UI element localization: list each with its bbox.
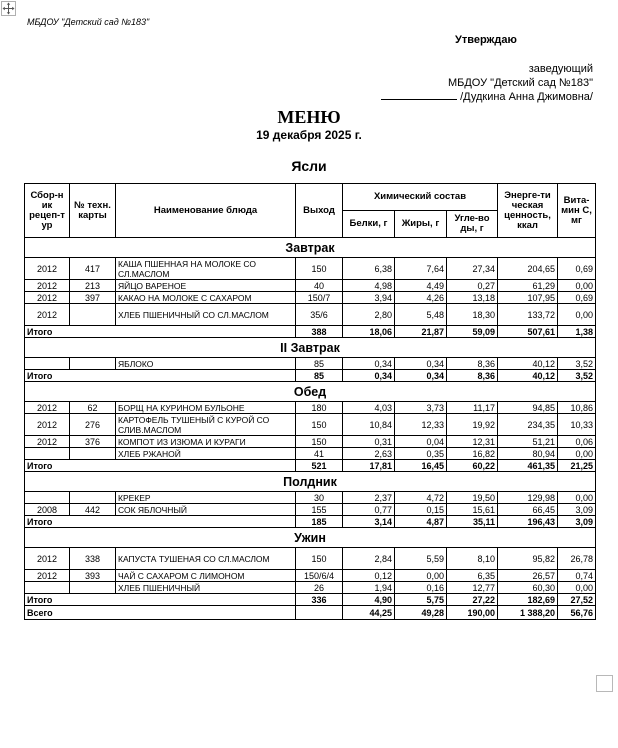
protein-cell: 6,38	[343, 258, 395, 280]
vitamin-cell: 3,52	[558, 358, 596, 370]
table-row	[25, 258, 596, 280]
header-carbs: Угле-во ды, г	[447, 211, 498, 238]
subtotal-fat: 0,34	[395, 370, 447, 382]
vitamin-cell: 0,00	[558, 448, 596, 460]
subtotal-yield: 521	[296, 460, 343, 472]
collection-cell: 2012	[25, 304, 70, 326]
fat-cell: 0,15	[395, 504, 447, 516]
subtotal-label: Итого	[25, 326, 296, 338]
dish-name-cell: ХЛЕБ ПШЕНИЧНЫЙ	[116, 582, 296, 594]
dish-name-cell: ЯЙЦО ВАРЕНОЕ	[116, 280, 296, 292]
subtotal-vitamin: 27,52	[558, 594, 596, 606]
fat-cell: 12,33	[395, 414, 447, 436]
table-row	[25, 414, 596, 436]
energy-cell: 94,85	[498, 402, 558, 414]
energy-cell: 234,35	[498, 414, 558, 436]
subtotal-carbs: 35,11	[447, 516, 498, 528]
vitamin-cell: 10,33	[558, 414, 596, 436]
vitamin-cell: 10,86	[558, 402, 596, 414]
vitamin-cell: 0,06	[558, 436, 596, 448]
subtotal-energy: 182,69	[498, 594, 558, 606]
subtotal-label: Итого	[25, 516, 296, 528]
subtotal-vitamin: 21,25	[558, 460, 596, 472]
yield-cell: 180	[296, 402, 343, 414]
subtotal-energy: 196,43	[498, 516, 558, 528]
vitamin-cell: 0,74	[558, 570, 596, 582]
yield-cell: 150/6/4	[296, 570, 343, 582]
carbs-cell: 19,92	[447, 414, 498, 436]
menu-date: 19 декабря 2025 г.	[256, 128, 362, 142]
fat-cell: 0,34	[395, 358, 447, 370]
collection-cell: 2012	[25, 258, 70, 280]
subtotal-fat: 16,45	[395, 460, 447, 472]
approval-label: Утверждаю	[455, 34, 517, 46]
energy-cell: 80,94	[498, 448, 558, 460]
grand-total-row	[25, 606, 596, 620]
menu-body	[25, 238, 596, 620]
header-collection: Сбор-н ик рецеп-т ур	[25, 184, 70, 238]
tech-card-cell: 442	[70, 504, 116, 516]
energy-cell: 26,57	[498, 570, 558, 582]
subtotal-yield: 185	[296, 516, 343, 528]
tech-card-cell	[70, 358, 116, 370]
dish-name-cell: КОМПОТ ИЗ ИЗЮМА И КУРАГИ	[116, 436, 296, 448]
carbs-cell: 8,10	[447, 548, 498, 570]
grand-total-label: Всего	[25, 606, 296, 620]
tech-card-cell: 213	[70, 280, 116, 292]
grand-total-vitamin: 56,76	[558, 606, 596, 620]
subtotal-carbs: 60,22	[447, 460, 498, 472]
collection-cell	[25, 358, 70, 370]
dish-name-cell: КАКАО НА МОЛОКЕ С САХАРОМ	[116, 292, 296, 304]
fat-cell: 0,04	[395, 436, 447, 448]
header-energy: Энерге-ти ческая ценность, ккал	[498, 184, 558, 238]
energy-cell: 51,21	[498, 436, 558, 448]
tech-card-cell	[70, 492, 116, 504]
subtotal-vitamin: 3,52	[558, 370, 596, 382]
subtotal-label: Итого	[25, 370, 296, 382]
age-group-title: Ясли	[291, 158, 327, 174]
carbs-cell: 13,18	[447, 292, 498, 304]
header-tech-card: № техн. карты	[70, 184, 116, 238]
table-row	[25, 548, 596, 570]
subtotal-label: Итого	[25, 594, 296, 606]
dish-name-cell: ХЛЕБ РЖАНОЙ	[116, 448, 296, 460]
subtotal-protein: 17,81	[343, 460, 395, 472]
signature-blank	[381, 90, 457, 100]
approval-position: заведующий	[528, 63, 593, 75]
subtotal-energy: 507,61	[498, 326, 558, 338]
vitamin-cell: 0,00	[558, 280, 596, 292]
grand-total-protein: 44,25	[343, 606, 395, 620]
meal-title: Завтрак	[25, 238, 596, 258]
carbs-cell: 8,36	[447, 358, 498, 370]
fat-cell: 0,00	[395, 570, 447, 582]
table-row	[25, 436, 596, 448]
page-title: МЕНЮ	[277, 107, 341, 127]
subtotal-energy: 40,12	[498, 370, 558, 382]
vitamin-cell: 0,69	[558, 258, 596, 280]
tech-card-cell: 397	[70, 292, 116, 304]
subtotal-row	[25, 594, 596, 606]
collection-cell	[25, 448, 70, 460]
dish-name-cell: БОРЩ НА КУРИНОМ БУЛЬОНЕ	[116, 402, 296, 414]
collection-cell: 2012	[25, 292, 70, 304]
carbs-cell: 0,27	[447, 280, 498, 292]
vitamin-cell: 0,00	[558, 582, 596, 594]
tech-card-cell: 393	[70, 570, 116, 582]
table-row	[25, 448, 596, 460]
subtotal-fat: 4,87	[395, 516, 447, 528]
dish-name-cell: КАПУСТА ТУШЕНАЯ СО СЛ.МАСЛОМ	[116, 548, 296, 570]
carbs-cell: 16,82	[447, 448, 498, 460]
subtotal-yield: 388	[296, 326, 343, 338]
fat-cell: 5,48	[395, 304, 447, 326]
dish-name-cell: ЧАЙ С САХАРОМ С ЛИМОНОМ	[116, 570, 296, 582]
fat-cell: 5,59	[395, 548, 447, 570]
yield-cell: 155	[296, 504, 343, 516]
collection-cell: 2012	[25, 570, 70, 582]
meal-header-row	[25, 238, 596, 258]
dish-name-cell: ЯБЛОКО	[116, 358, 296, 370]
subtotal-protein: 4,90	[343, 594, 395, 606]
table-row	[25, 280, 596, 292]
fat-cell: 3,73	[395, 402, 447, 414]
protein-cell: 0,12	[343, 570, 395, 582]
collection-cell: 2012	[25, 402, 70, 414]
subtotal-fat: 5,75	[395, 594, 447, 606]
dish-name-cell: СОК ЯБЛОЧНЫЙ	[116, 504, 296, 516]
tech-card-cell: 276	[70, 414, 116, 436]
subtotal-energy: 461,35	[498, 460, 558, 472]
approval-signature-line	[381, 90, 593, 104]
protein-cell: 0,34	[343, 358, 395, 370]
carbs-cell: 11,17	[447, 402, 498, 414]
header-vitamin-c: Вита-мин С, мг	[558, 184, 596, 238]
yield-cell: 35/6	[296, 304, 343, 326]
yield-cell: 85	[296, 358, 343, 370]
vitamin-cell: 3,09	[558, 504, 596, 516]
fat-cell: 4,26	[395, 292, 447, 304]
vitamin-cell: 26,78	[558, 548, 596, 570]
protein-cell: 4,03	[343, 402, 395, 414]
vitamin-cell: 0,00	[558, 304, 596, 326]
tech-card-cell	[70, 304, 116, 326]
collection-cell: 2012	[25, 548, 70, 570]
fat-cell: 4,72	[395, 492, 447, 504]
meal-header-row	[25, 472, 596, 492]
meal-header-row	[25, 382, 596, 402]
energy-cell: 129,98	[498, 492, 558, 504]
carbs-cell: 19,50	[447, 492, 498, 504]
vitamin-cell: 0,69	[558, 292, 596, 304]
tech-card-cell: 338	[70, 548, 116, 570]
yield-cell: 150	[296, 258, 343, 280]
subtotal-protein: 3,14	[343, 516, 395, 528]
table-resize-handle[interactable]	[596, 675, 613, 692]
meal-title: Полдник	[25, 472, 596, 492]
protein-cell: 0,31	[343, 436, 395, 448]
table-move-handle[interactable]	[1, 1, 16, 16]
subtotal-fat: 21,87	[395, 326, 447, 338]
energy-cell: 133,72	[498, 304, 558, 326]
protein-cell: 2,80	[343, 304, 395, 326]
grand-total-carbs: 190,00	[447, 606, 498, 620]
carbs-cell: 12,77	[447, 582, 498, 594]
approval-signatory: /Дудкина Анна Джимовна/	[460, 91, 593, 103]
grand-total-yield	[296, 606, 343, 620]
fat-cell: 0,35	[395, 448, 447, 460]
yield-cell: 150	[296, 414, 343, 436]
table-row	[25, 570, 596, 582]
yield-cell: 41	[296, 448, 343, 460]
energy-cell: 60,30	[498, 582, 558, 594]
protein-cell: 2,37	[343, 492, 395, 504]
fat-cell: 0,16	[395, 582, 447, 594]
subtotal-carbs: 8,36	[447, 370, 498, 382]
table-row	[25, 402, 596, 414]
subtotal-row	[25, 326, 596, 338]
yield-cell: 26	[296, 582, 343, 594]
dish-name-cell: КАША ПШЕННАЯ НА МОЛОКЕ СО СЛ.МАСЛОМ	[116, 258, 296, 280]
energy-cell: 61,29	[498, 280, 558, 292]
meal-title: II Завтрак	[25, 338, 596, 358]
yield-cell: 150/7	[296, 292, 343, 304]
tech-card-cell: 417	[70, 258, 116, 280]
protein-cell: 3,94	[343, 292, 395, 304]
energy-cell: 40,12	[498, 358, 558, 370]
table-row	[25, 304, 596, 326]
subtotal-vitamin: 1,38	[558, 326, 596, 338]
energy-cell: 107,95	[498, 292, 558, 304]
carbs-cell: 12,31	[447, 436, 498, 448]
move-arrows-icon	[2, 2, 15, 15]
collection-cell: 2012	[25, 280, 70, 292]
fat-cell: 4,49	[395, 280, 447, 292]
collection-cell: 2012	[25, 436, 70, 448]
energy-cell: 66,45	[498, 504, 558, 516]
header-chemical-composition: Химический состав	[343, 184, 498, 211]
tech-card-cell: 376	[70, 436, 116, 448]
collection-cell	[25, 492, 70, 504]
header-yield: Выход	[296, 184, 343, 238]
subtotal-row	[25, 370, 596, 382]
carbs-cell: 6,35	[447, 570, 498, 582]
subtotal-yield: 85	[296, 370, 343, 382]
energy-cell: 95,82	[498, 548, 558, 570]
table-row	[25, 492, 596, 504]
subtotal-row	[25, 460, 596, 472]
subtotal-row	[25, 516, 596, 528]
menu-table	[24, 183, 596, 620]
collection-cell	[25, 582, 70, 594]
collection-cell: 2008	[25, 504, 70, 516]
tech-card-cell: 62	[70, 402, 116, 414]
table-row	[25, 292, 596, 304]
dish-name-cell: КРЕКЕР	[116, 492, 296, 504]
header-dish-name: Наименование блюда	[116, 184, 296, 238]
subtotal-carbs: 59,09	[447, 326, 498, 338]
carbs-cell: 15,61	[447, 504, 498, 516]
protein-cell: 4,98	[343, 280, 395, 292]
meal-title: Обед	[25, 382, 596, 402]
grand-total-fat: 49,28	[395, 606, 447, 620]
tech-card-cell	[70, 448, 116, 460]
yield-cell: 150	[296, 436, 343, 448]
dish-name-cell: ХЛЕБ ПШЕНИЧНЫЙ СО СЛ.МАСЛОМ	[116, 304, 296, 326]
subtotal-protein: 0,34	[343, 370, 395, 382]
header-fat: Жиры, г	[395, 211, 447, 238]
protein-cell: 10,84	[343, 414, 395, 436]
yield-cell: 30	[296, 492, 343, 504]
yield-cell: 40	[296, 280, 343, 292]
approval-block	[381, 62, 593, 104]
dish-name-cell: КАРТОФЕЛЬ ТУШЕНЫЙ С КУРОЙ СО СЛИВ.МАСЛОМ	[116, 414, 296, 436]
collection-cell: 2012	[25, 414, 70, 436]
table-row	[25, 358, 596, 370]
header-protein: Белки, г	[343, 211, 395, 238]
carbs-cell: 27,34	[447, 258, 498, 280]
subtotal-label: Итого	[25, 460, 296, 472]
tech-card-cell	[70, 582, 116, 594]
subtotal-vitamin: 3,09	[558, 516, 596, 528]
protein-cell: 1,94	[343, 582, 395, 594]
vitamin-cell: 0,00	[558, 492, 596, 504]
fat-cell: 7,64	[395, 258, 447, 280]
protein-cell: 2,84	[343, 548, 395, 570]
table-row	[25, 582, 596, 594]
meal-header-row	[25, 528, 596, 548]
carbs-cell: 18,30	[447, 304, 498, 326]
yield-cell: 150	[296, 548, 343, 570]
subtotal-yield: 336	[296, 594, 343, 606]
subtotal-protein: 18,06	[343, 326, 395, 338]
grand-total-energy: 1 388,20	[498, 606, 558, 620]
meal-header-row	[25, 338, 596, 358]
energy-cell: 204,65	[498, 258, 558, 280]
meal-title: Ужин	[25, 528, 596, 548]
protein-cell: 2,63	[343, 448, 395, 460]
subtotal-carbs: 27,22	[447, 594, 498, 606]
protein-cell: 0,77	[343, 504, 395, 516]
table-row	[25, 504, 596, 516]
approval-organization: МБДОУ "Детский сад №183"	[447, 77, 593, 89]
organization-header: МБДОУ "Детский сад №183"	[27, 17, 150, 27]
